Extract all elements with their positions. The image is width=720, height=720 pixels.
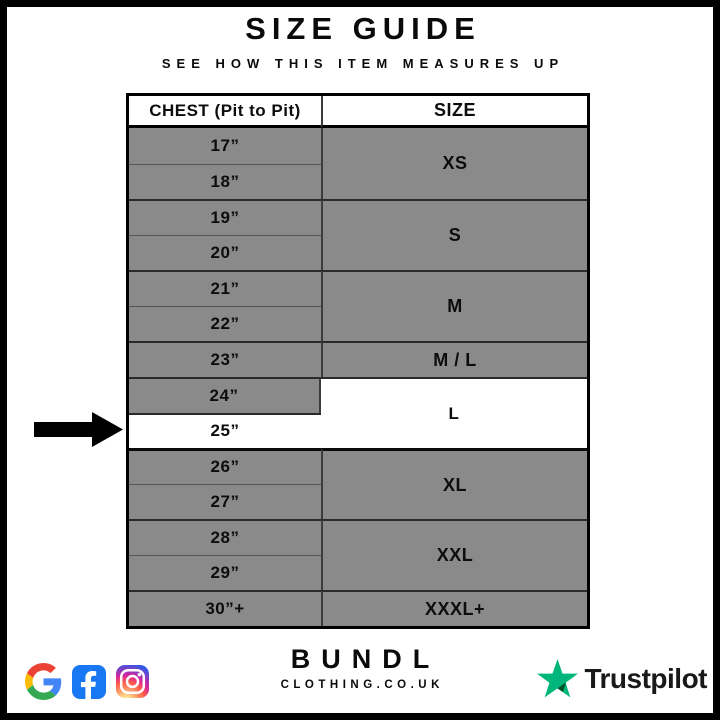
- size-cell-m-l: M / L: [321, 341, 587, 377]
- trustpilot-label: Trustpilot: [584, 662, 707, 694]
- chest-cell-24: 24”: [129, 377, 321, 413]
- brand-domain: CLOTHING.CO.UK: [280, 679, 444, 691]
- brand-name: BUNDL: [290, 644, 441, 674]
- chest-cell-27: 27”: [129, 484, 321, 520]
- column-header-size: SIZE: [321, 96, 587, 128]
- chest-cell-25-highlighted: 25”: [129, 413, 321, 449]
- chest-cell-30plus: 30”+: [129, 590, 321, 626]
- size-cell-l-highlighted: L: [321, 377, 587, 448]
- chest-cell-29: 29”: [129, 555, 321, 591]
- chest-cell-20: 20”: [129, 235, 321, 271]
- chest-cell-22: 22”: [129, 306, 321, 342]
- chest-cell-28: 28”: [129, 519, 321, 555]
- page-title: SIZE GUIDE: [245, 11, 481, 46]
- size-cell-xxl: XXL: [321, 519, 587, 590]
- trustpilot-star-icon: [537, 659, 578, 698]
- size-cell-xs: XS: [321, 128, 587, 199]
- size-cell-xl: XL: [321, 448, 587, 519]
- chest-cell-18: 18”: [129, 164, 321, 200]
- chest-cell-26: 26”: [129, 448, 321, 484]
- size-cell-m: M: [321, 270, 587, 341]
- size-cell-xxxl: XXXL+: [321, 590, 587, 626]
- chest-cell-23: 23”: [129, 341, 321, 377]
- trustpilot-logo: [537, 659, 707, 698]
- chest-cell-17: 17”: [129, 128, 321, 164]
- page-subtitle: SEE HOW THIS ITEM MEASURES UP: [161, 56, 565, 71]
- chest-cell-21: 21”: [129, 270, 321, 306]
- highlight-arrow-icon: [34, 411, 124, 448]
- column-header-chest: CHEST (Pit to Pit): [129, 96, 321, 128]
- chest-cell-19: 19”: [129, 199, 321, 235]
- size-cell-s: S: [321, 199, 587, 270]
- size-table: [126, 93, 590, 629]
